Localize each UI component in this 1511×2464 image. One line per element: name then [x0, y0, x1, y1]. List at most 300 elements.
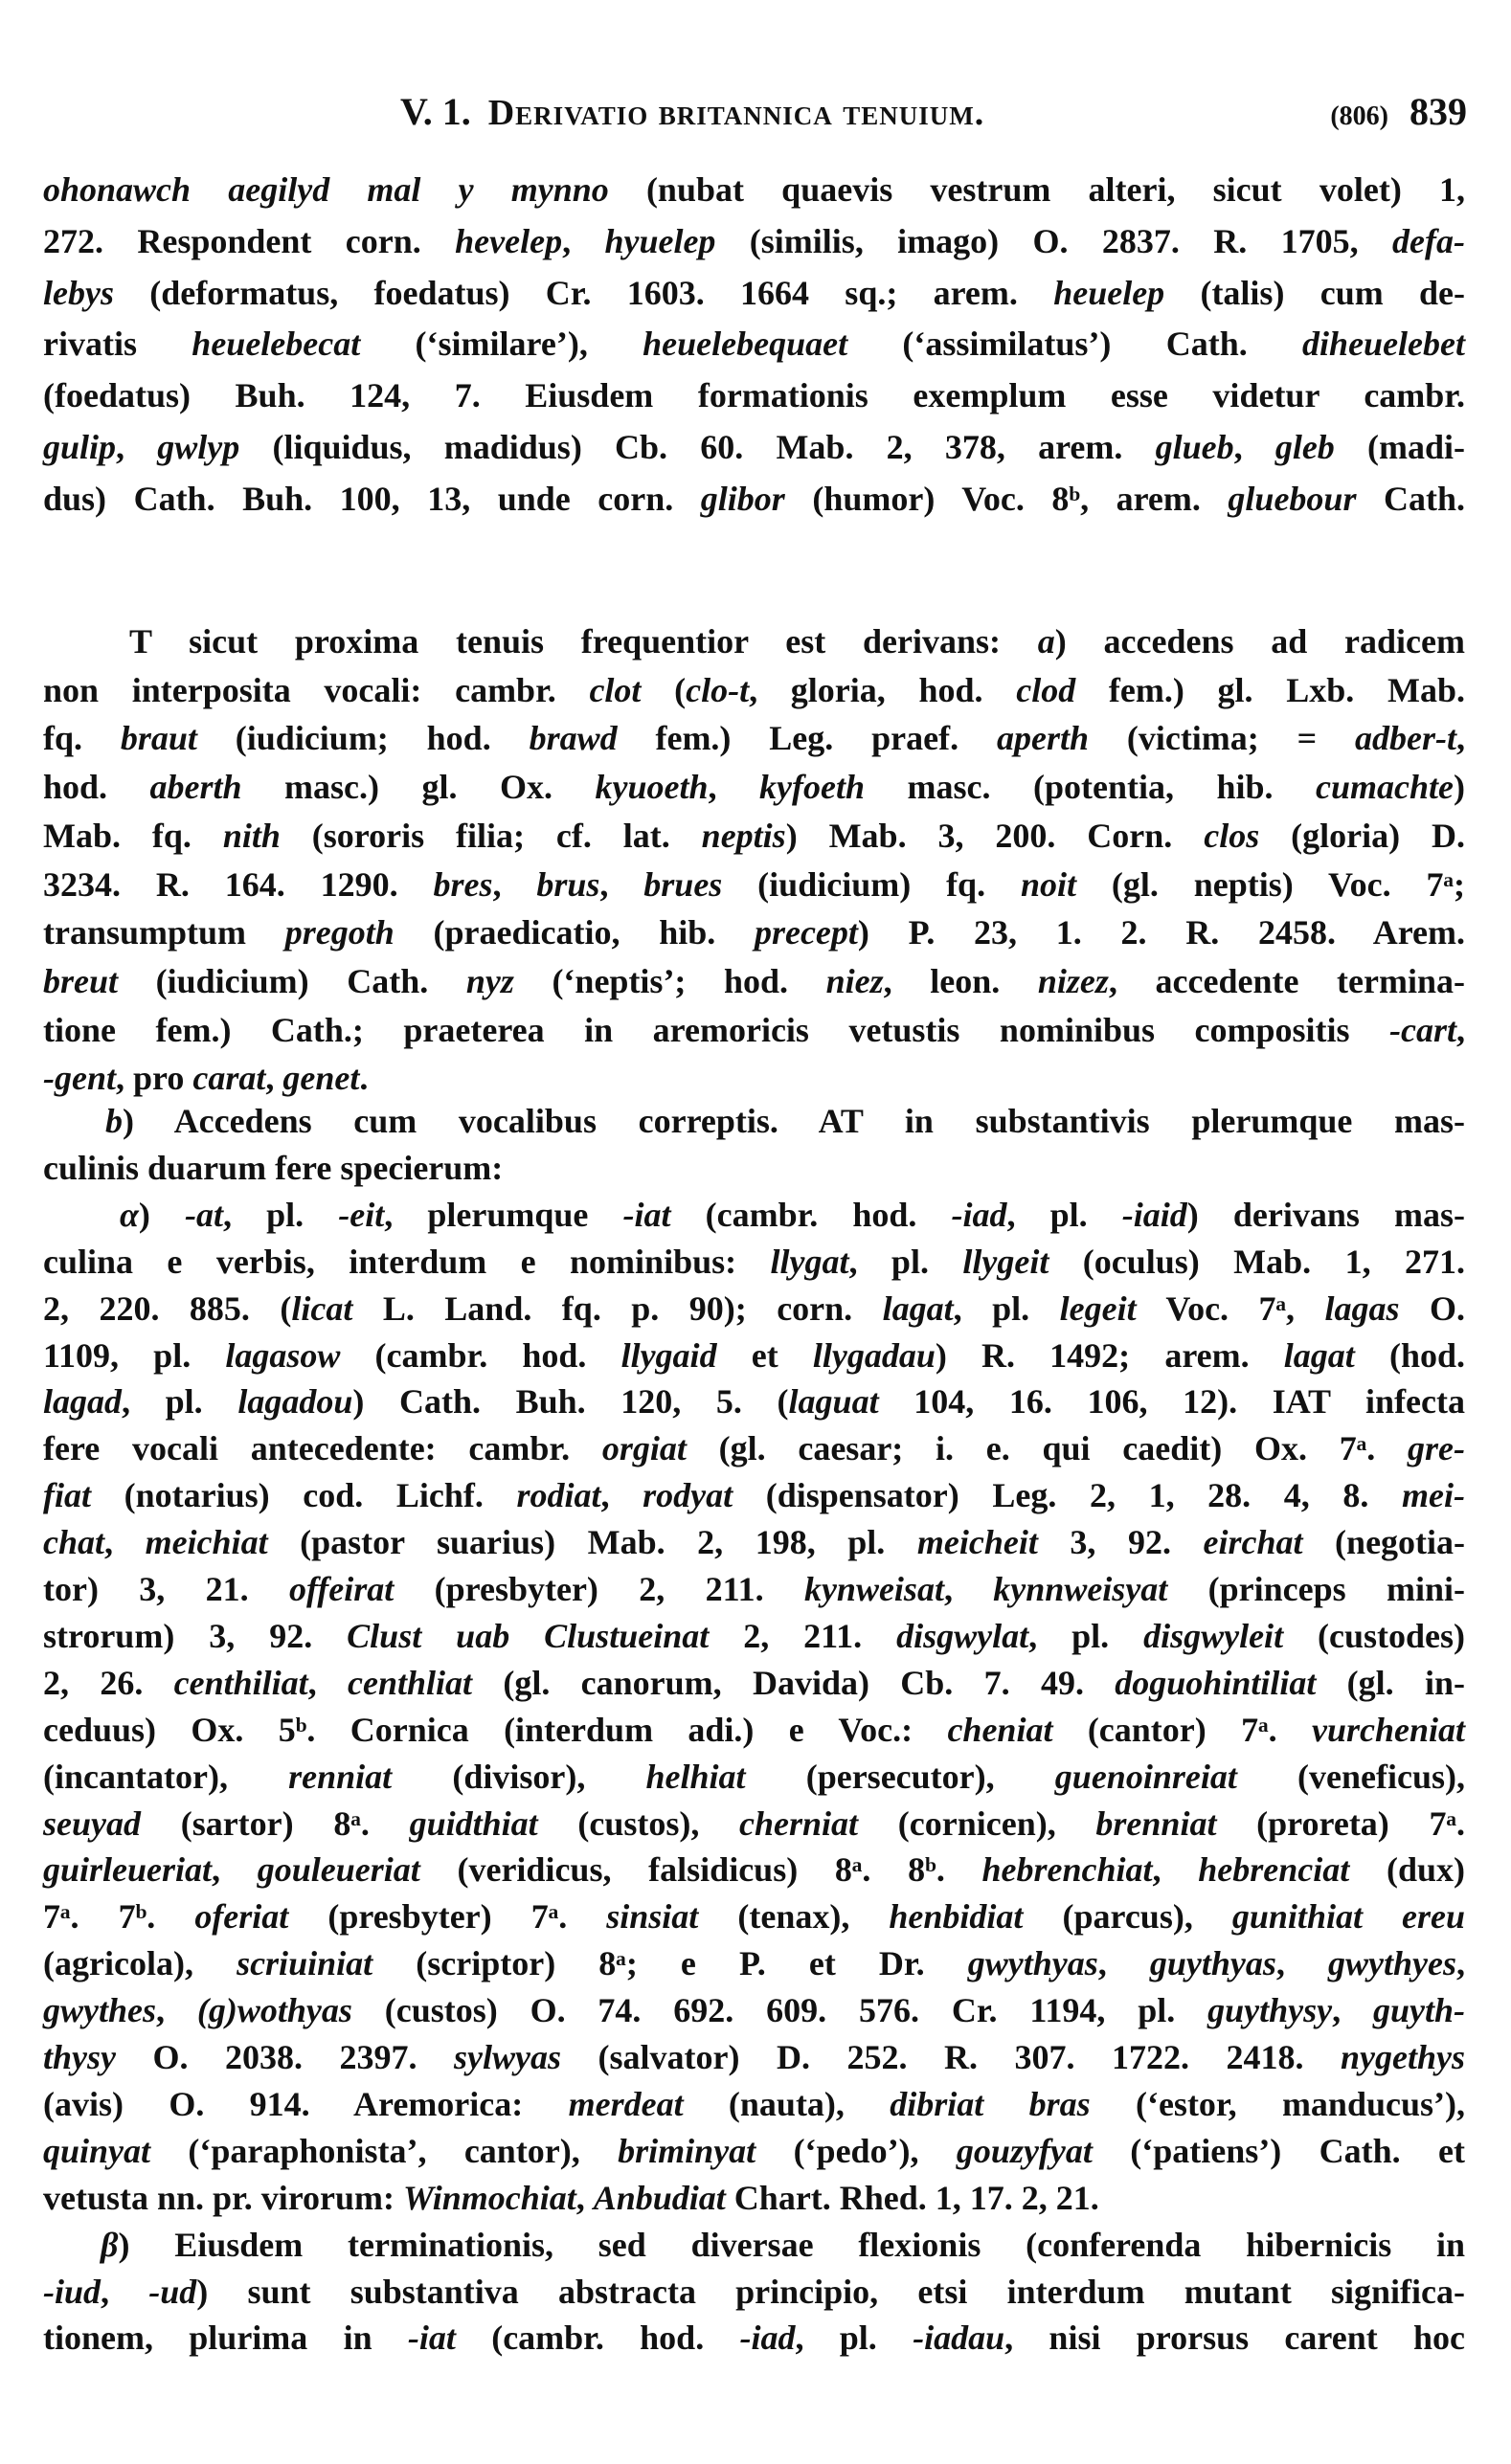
text-run: ) Cath. Buh. 120, 5. (	[352, 1382, 789, 1422]
text-run: 3, 92.	[1037, 1523, 1204, 1562]
text-run: ) R. 1492; arem.	[935, 1335, 1284, 1375]
italic-term: llygadau	[812, 1335, 936, 1375]
text-run: (parcus),	[1023, 1897, 1232, 1937]
text-run: ) Eiusdem terminationis, sed diversae flexionis (conferenda hibernicis in	[118, 2225, 1465, 2264]
text-run: )	[138, 1195, 186, 1234]
text-line	[43, 862, 1465, 907]
text-run: ,	[1152, 1850, 1199, 1890]
text-run: (dux)	[1349, 1850, 1465, 1890]
italic-term: dibriat bras	[890, 2084, 1091, 2123]
text-run: (victima; =	[1088, 719, 1356, 758]
italic-term: chat	[43, 1523, 105, 1562]
text-run: vetusta nn. pr. virorum:	[43, 2178, 404, 2217]
text-run: (presbyter) 2, 211.	[394, 1570, 804, 1608]
text-line	[43, 764, 1465, 810]
text-run: (princeps mini-	[1167, 1570, 1465, 1608]
italic-term: centhiliat	[173, 1663, 308, 1702]
italic-term: brawd	[529, 719, 618, 758]
italic-term: sinsiat	[606, 1897, 699, 1937]
text-line	[43, 1519, 1465, 1565]
text-run: 2, 211.	[709, 1616, 897, 1655]
italic-term: aperth	[996, 719, 1089, 758]
text-line	[43, 1660, 1465, 1706]
italic-term: scriuiniat	[237, 1944, 373, 1983]
text-run: , nisi prorsus carent hoc	[1004, 2318, 1466, 2358]
section-number: V. 1.	[400, 90, 471, 133]
italic-term: pregoth	[284, 913, 395, 952]
italic-term: lagadou	[237, 1382, 353, 1422]
italic-term: rodiat	[516, 1476, 601, 1515]
text-run: (	[641, 670, 687, 709]
italic-term: precept	[754, 913, 858, 952]
italic-term: guyth-	[1372, 1991, 1465, 2030]
text-line	[43, 1987, 1465, 2033]
text-line	[43, 1378, 1465, 1424]
text-run: ,	[562, 221, 605, 260]
text-run: Mab. fq.	[43, 816, 223, 855]
text-run: ,	[101, 2272, 149, 2311]
text-line	[43, 1145, 1465, 1191]
text-line	[43, 1847, 1465, 1893]
text-run: (gl. canorum, Davida) Cb. 7. 49.	[472, 1663, 1116, 1702]
italic-term: vurcheniat	[1311, 1710, 1465, 1749]
folio-number: (806)	[1330, 101, 1388, 131]
text-line	[43, 1007, 1465, 1053]
text-line	[43, 715, 1465, 761]
text-run: (cambr. hod.	[670, 1195, 952, 1234]
running-header	[400, 88, 984, 137]
text-run: L. Land. fq. p. 90); corn.	[352, 1288, 883, 1328]
text-run: , pl.	[795, 2318, 913, 2358]
text-run: .	[359, 1059, 369, 1098]
italic-term: nizez	[1037, 961, 1109, 1000]
italic-term: offeirat	[288, 1570, 395, 1608]
text-line	[43, 667, 1465, 713]
text-run: O. 2038. 2397.	[116, 2038, 455, 2076]
italic-term: niez	[825, 961, 884, 1000]
text-run: , plerumque	[384, 1195, 623, 1234]
text-run: hod.	[43, 768, 150, 807]
text-line	[43, 1566, 1465, 1612]
italic-term: gunithiat ereu	[1231, 1897, 1466, 1937]
text-line	[43, 270, 1465, 316]
italic-term: llygaid	[620, 1335, 717, 1375]
italic-term: -gent	[43, 1059, 116, 1098]
italic-term: diheuelebet	[1302, 325, 1466, 364]
text-run: tionem, plurima in	[43, 2318, 408, 2358]
text-run: ceduus) Ox. 5ᵇ. Cornica (interdum adi.) e Voc.:	[43, 1710, 948, 1749]
italic-term: merdeat	[568, 2084, 684, 2123]
text-run: (agricola),	[43, 1944, 237, 1983]
italic-term: glueb	[1155, 428, 1234, 466]
italic-term: nith	[222, 816, 281, 855]
text-line	[43, 1613, 1465, 1659]
text-run: masc.) gl. Ox.	[241, 768, 596, 807]
italic-term: cheniat	[947, 1710, 1053, 1749]
italic-term: laguat	[788, 1382, 879, 1422]
italic-term: licat	[291, 1288, 353, 1328]
text-run: 7ᵃ. 7ᵇ.	[43, 1897, 195, 1937]
text-run: fere vocali antecedente: cambr.	[43, 1429, 602, 1468]
text-run: ,	[943, 1570, 994, 1608]
text-run: culina e verbis, interdum e nominibus:	[43, 1242, 771, 1281]
text-run: (‘paraphonista’, cantor),	[150, 2131, 619, 2170]
italic-term: carat	[192, 1059, 266, 1098]
text-run: O.	[1399, 1288, 1465, 1328]
italic-term: gre-	[1408, 1429, 1466, 1468]
italic-term: oferiat	[194, 1897, 289, 1937]
text-run: (iudicium; hod.	[196, 719, 530, 758]
italic-term: clo-t	[686, 670, 750, 709]
text-run: fq.	[43, 719, 121, 758]
text-run: (praedicatio, hib.	[394, 913, 755, 952]
text-run: (negotia-	[1302, 1523, 1466, 1562]
italic-term: centhliat	[348, 1663, 473, 1702]
text-run: dus) Cath. Buh. 100, 13, unde corn.	[43, 479, 701, 518]
italic-term: clot	[589, 670, 642, 709]
italic-term: brenniat	[1095, 1803, 1217, 1843]
italic-term: doguohintiliat	[1115, 1663, 1317, 1702]
italic-term: guythysy	[1207, 1991, 1333, 2030]
text-run: (similis, imago) O. 2837. R. 1705,	[715, 221, 1393, 260]
italic-term: defa-	[1392, 221, 1465, 260]
text-run: ,	[575, 2178, 594, 2217]
text-run: (nubat quaevis vestrum alteri, sicut volet) 1,	[608, 170, 1465, 209]
text-run: (presbyter) 7ᵃ.	[288, 1897, 607, 1937]
italic-term: kynweisat	[803, 1570, 944, 1608]
text-run: (foedatus) Buh. 124, 7. Eiusdem formationis exemplum esse videtur cambr.	[43, 376, 1465, 415]
italic-term: renniat	[288, 1757, 393, 1796]
text-run: fem.) Leg. praef.	[617, 719, 997, 758]
italic-term: -eit	[338, 1195, 385, 1234]
italic-term: guythyas	[1149, 1944, 1276, 1983]
text-run: (cornicen),	[858, 1803, 1096, 1843]
text-run: ) P. 23, 1. 2. R. 2458. Arem.	[857, 913, 1465, 952]
italic-term: -iat	[407, 2318, 456, 2358]
italic-term: legeit	[1059, 1288, 1137, 1328]
text-run: , pl.	[953, 1288, 1060, 1328]
text-run: ,	[265, 1059, 283, 1098]
text-run: ,	[599, 864, 644, 904]
italic-term: -at	[185, 1195, 224, 1234]
text-run: et	[716, 1335, 813, 1375]
text-run: ,	[1275, 1944, 1329, 1983]
text-line	[43, 372, 1465, 418]
italic-term: brus	[536, 864, 600, 904]
text-line	[43, 909, 1465, 955]
text-line	[43, 1754, 1465, 1800]
text-run: (custos) O. 74. 692. 609. 576. Cr. 1194, pl.	[351, 1991, 1208, 2030]
italic-term: bres	[433, 864, 493, 904]
text-run: ,	[212, 1850, 258, 1890]
italic-term: guidthiat	[409, 1803, 538, 1843]
italic-term: genet	[282, 1059, 360, 1098]
text-run: (incantator),	[43, 1757, 289, 1796]
text-run: ,	[1233, 428, 1275, 466]
italic-term: hyuelep	[604, 221, 716, 260]
italic-term: eirchat	[1203, 1523, 1303, 1562]
text-run: tione fem.) Cath.; praeterea in aremoricis vetustis nominibus compositis	[43, 1010, 1390, 1049]
italic-term: lagat	[882, 1288, 954, 1328]
text-run: 104, 16. 106, 12). IAT infecta	[878, 1382, 1465, 1422]
italic-term: gulip	[43, 428, 117, 466]
text-line	[43, 1707, 1465, 1753]
italic-term: helhiat	[645, 1757, 746, 1796]
italic-term: meicheit	[916, 1523, 1038, 1562]
text-run: (avis) O. 914. Aremorica:	[43, 2084, 569, 2123]
text-line	[129, 618, 1465, 664]
text-run: , pl.	[1006, 1195, 1122, 1234]
page-number-group	[1330, 88, 1467, 141]
italic-term: mei-	[1402, 1476, 1466, 1515]
text-run: (cambr. hod.	[455, 2318, 740, 2358]
text-run: (talis) cum de-	[1164, 273, 1465, 312]
text-run: tor) 3, 21.	[43, 1570, 289, 1608]
text-run: (sartor) 8ᵃ.	[141, 1803, 410, 1843]
text-line	[43, 2081, 1465, 2127]
italic-term: lagasow	[225, 1335, 341, 1375]
text-line	[43, 1893, 1465, 1939]
text-run: ) accedens ad radicem	[1054, 622, 1465, 661]
text-line	[43, 1940, 1465, 1986]
text-run: (gloria) D.	[1259, 816, 1465, 855]
text-run: (cantor) 7ᵃ.	[1052, 1710, 1312, 1749]
italic-term: breut	[43, 961, 119, 1000]
italic-term: cherniat	[739, 1803, 859, 1843]
italic-term: -iat	[622, 1195, 671, 1234]
text-run: fem.) gl. Lxb. Mab.	[1075, 670, 1465, 709]
text-line	[43, 1055, 1465, 1101]
italic-term: -ud	[148, 2272, 197, 2311]
text-line	[43, 2269, 1465, 2315]
text-line	[43, 1472, 1465, 1518]
text-run: 1109, pl.	[43, 1335, 226, 1375]
text-line	[105, 1098, 1465, 1144]
italic-term: fiat	[43, 1476, 91, 1515]
italic-term: -iud	[43, 2272, 101, 2311]
text-run: ,	[1456, 1010, 1465, 1049]
italic-term: -iadau	[913, 2318, 1005, 2358]
text-run: 272. Respondent corn.	[43, 221, 456, 260]
italic-term: disgwylat	[896, 1616, 1029, 1655]
text-run: ) Mab. 3, 200. Corn.	[785, 816, 1205, 855]
text-run: , leon.	[883, 961, 1038, 1000]
italic-term: Winmochiat	[403, 2178, 576, 2217]
text-run: (notarius) cod. Lichf.	[91, 1476, 517, 1515]
text-line	[43, 958, 1465, 1004]
text-run: ,	[600, 1476, 643, 1515]
text-run: culinis duarum fere specierum:	[43, 1148, 504, 1187]
italic-term: heuelebequaet	[643, 325, 848, 364]
italic-term: a	[1037, 622, 1055, 661]
text-run: ,	[156, 1991, 197, 2030]
text-run: (deformatus, foedatus) Cr. 1603. 1664 sq.; arem.	[113, 273, 1054, 312]
text-run: ,	[116, 428, 158, 466]
text-run: ,	[307, 1663, 348, 1702]
text-run: ,	[492, 864, 537, 904]
italic-term: kyfoeth	[759, 768, 866, 807]
italic-term: llygeit	[962, 1242, 1049, 1281]
italic-term: orgiat	[601, 1429, 687, 1468]
text-run: ,	[1332, 1991, 1373, 2030]
italic-term: briminyat	[618, 2131, 756, 2170]
text-run: , pro	[116, 1059, 193, 1098]
text-run: , pl.	[223, 1195, 339, 1234]
text-run: (iudicium) Cath.	[118, 961, 466, 1000]
italic-term: heuelep	[1053, 273, 1165, 312]
italic-term: ohonawch aegilyd mal y mynno	[43, 170, 609, 209]
text-run: (veneficus),	[1236, 1757, 1465, 1796]
text-run: (veridicus, falsidicus) 8ᵃ. 8ᵇ.	[419, 1850, 982, 1890]
italic-term: brues	[643, 864, 723, 904]
italic-term: Anbudiat	[593, 2178, 726, 2217]
italic-term: lagad	[43, 1382, 123, 1422]
text-line	[43, 2175, 1465, 2221]
italic-term: sylwyas	[454, 2038, 562, 2076]
italic-term: guirleueriat	[43, 1850, 213, 1890]
text-line	[43, 218, 1465, 264]
text-run: (‘neptis’; hod.	[513, 961, 826, 1000]
text-line	[43, 1286, 1465, 1332]
text-line	[43, 813, 1465, 859]
text-line	[43, 2315, 1465, 2361]
italic-term: gwlyp	[157, 428, 240, 466]
italic-term: gouleueriat	[257, 1850, 420, 1890]
text-run: (gl. caesar; i. e. qui caedit) Ox. 7ᵃ.	[686, 1429, 1409, 1468]
italic-term: b	[105, 1102, 123, 1140]
text-run: (salvator) D. 252. R. 307. 1722. 2418.	[561, 2038, 1341, 2076]
text-run: , gloria, hod.	[749, 670, 1017, 709]
text-line	[101, 2222, 1465, 2268]
text-run: (divisor),	[392, 1757, 646, 1796]
text-run: (dispensator) Leg. 2, 1, 28. 4, 8.	[733, 1476, 1403, 1515]
text-run: (‘assimilatus’) Cath.	[847, 325, 1303, 364]
italic-term: heuelebecat	[192, 325, 361, 364]
text-run: (persecutor),	[745, 1757, 1055, 1796]
text-run: , accedente termina-	[1108, 961, 1465, 1000]
italic-term: β	[101, 2225, 119, 2264]
italic-term: braut	[120, 719, 197, 758]
text-run: transumptum	[43, 913, 285, 952]
italic-term: lebys	[43, 273, 114, 312]
text-line	[43, 1801, 1465, 1847]
text-run: (tenax),	[698, 1897, 890, 1937]
text-run: (custos),	[537, 1803, 740, 1843]
text-line	[120, 1192, 1465, 1238]
text-run: ) derivans mas-	[1186, 1195, 1465, 1234]
text-line	[43, 476, 1465, 522]
text-run: (gl. in-	[1316, 1663, 1466, 1702]
text-run: T sicut proxima tenuis frequentior est derivans:	[129, 622, 1038, 661]
italic-term: clod	[1016, 670, 1076, 709]
italic-term: seuyad	[43, 1803, 141, 1843]
text-run: 2, 26.	[43, 1663, 174, 1702]
italic-term: cumachte	[1316, 768, 1455, 807]
italic-term: -iad	[739, 2318, 796, 2358]
text-run: ,	[708, 768, 760, 807]
text-run: )	[1454, 768, 1466, 807]
italic-term: henbidiat	[889, 1897, 1024, 1937]
text-run: (hod.	[1354, 1335, 1466, 1375]
text-run: (custodes)	[1283, 1616, 1466, 1655]
italic-term: meichiat	[145, 1523, 268, 1562]
text-run: (liquidus, madidus) Cb. 60. Mab. 2, 378, arem.	[239, 428, 1156, 466]
text-run: Chart. Rhed. 1, 17. 2, 21.	[725, 2178, 1099, 2217]
text-run: ) Accedens cum vocalibus correptis. AT in substantivis plerumque mas-	[123, 1102, 1465, 1140]
italic-term: kyuoeth	[595, 768, 709, 807]
text-run: 2, 220. 885. (	[43, 1288, 292, 1328]
text-run: 3234. R. 164. 1290.	[43, 864, 434, 904]
italic-term: lagat	[1283, 1335, 1355, 1375]
italic-term: clos	[1204, 816, 1260, 855]
text-line	[43, 167, 1465, 213]
text-line	[43, 2034, 1465, 2080]
text-run: (‘pedo’),	[756, 2131, 957, 2170]
text-run: (scriptor) 8ᵃ; e P. et Dr.	[372, 1944, 968, 1983]
italic-term: llygat	[770, 1242, 849, 1281]
italic-term: nyz	[465, 961, 514, 1000]
italic-term: gouzyfyat	[956, 2131, 1093, 2170]
text-line	[43, 1333, 1465, 1378]
text-run: (nauta),	[683, 2084, 891, 2123]
text-run: strorum) 3, 92.	[43, 1616, 348, 1655]
italic-term: gwythyes	[1328, 1944, 1456, 1983]
text-run: (cambr. hod.	[340, 1335, 621, 1375]
italic-term: gleb	[1274, 428, 1335, 466]
italic-term: gwythes	[43, 1991, 157, 2030]
text-run: (humor) Voc. 8ᵇ, arem.	[784, 479, 1229, 518]
text-run: (iudicium) fq.	[722, 864, 1021, 904]
italic-term: -iad	[951, 1195, 1007, 1234]
italic-term: hevelep	[455, 221, 563, 260]
text-run: rivatis	[43, 325, 192, 364]
text-run: (‘similare’),	[360, 325, 643, 364]
text-run: (proreta) 7ᵃ.	[1216, 1803, 1466, 1843]
italic-term: nygethys	[1341, 2038, 1465, 2076]
italic-term: hebrenchiat	[981, 1850, 1153, 1890]
text-run: Cath.	[1356, 479, 1466, 518]
text-line	[43, 1425, 1465, 1471]
text-line	[43, 2128, 1465, 2174]
text-run: (oculus) Mab. 1, 271.	[1049, 1242, 1465, 1281]
italic-term: rodyat	[643, 1476, 733, 1515]
italic-term: lagas	[1324, 1288, 1400, 1328]
italic-term: Clust uab Clustueinat	[347, 1616, 710, 1655]
text-run: ,	[1097, 1944, 1150, 1983]
text-run: (gl. neptis) Voc. 7ᵃ;	[1075, 864, 1465, 904]
text-run: (‘patiens’) Cath. et	[1092, 2131, 1465, 2170]
text-run: ,	[1456, 1944, 1465, 1983]
text-line	[43, 424, 1465, 470]
italic-term: neptis	[701, 816, 786, 855]
text-run: , pl.	[122, 1382, 238, 1422]
italic-term: adber-t	[1355, 719, 1457, 758]
page-number: 839	[1410, 90, 1467, 133]
text-line	[43, 1239, 1465, 1285]
italic-term: (g)wothyas	[196, 1991, 352, 2030]
italic-term: kynnweisyat	[993, 1570, 1168, 1608]
italic-term: quinyat	[43, 2131, 151, 2170]
text-run: , pl.	[1028, 1616, 1144, 1655]
text-run: , pl.	[848, 1242, 963, 1281]
text-run: (pastor suarius) Mab. 2, 198, pl.	[267, 1523, 917, 1562]
text-line	[43, 321, 1465, 367]
italic-term: -iaid	[1121, 1195, 1187, 1234]
italic-term: noit	[1020, 864, 1076, 904]
text-run: ,	[104, 1523, 146, 1562]
text-run: (sororis filia; cf. lat.	[280, 816, 702, 855]
italic-term: disgwyleit	[1143, 1616, 1284, 1655]
